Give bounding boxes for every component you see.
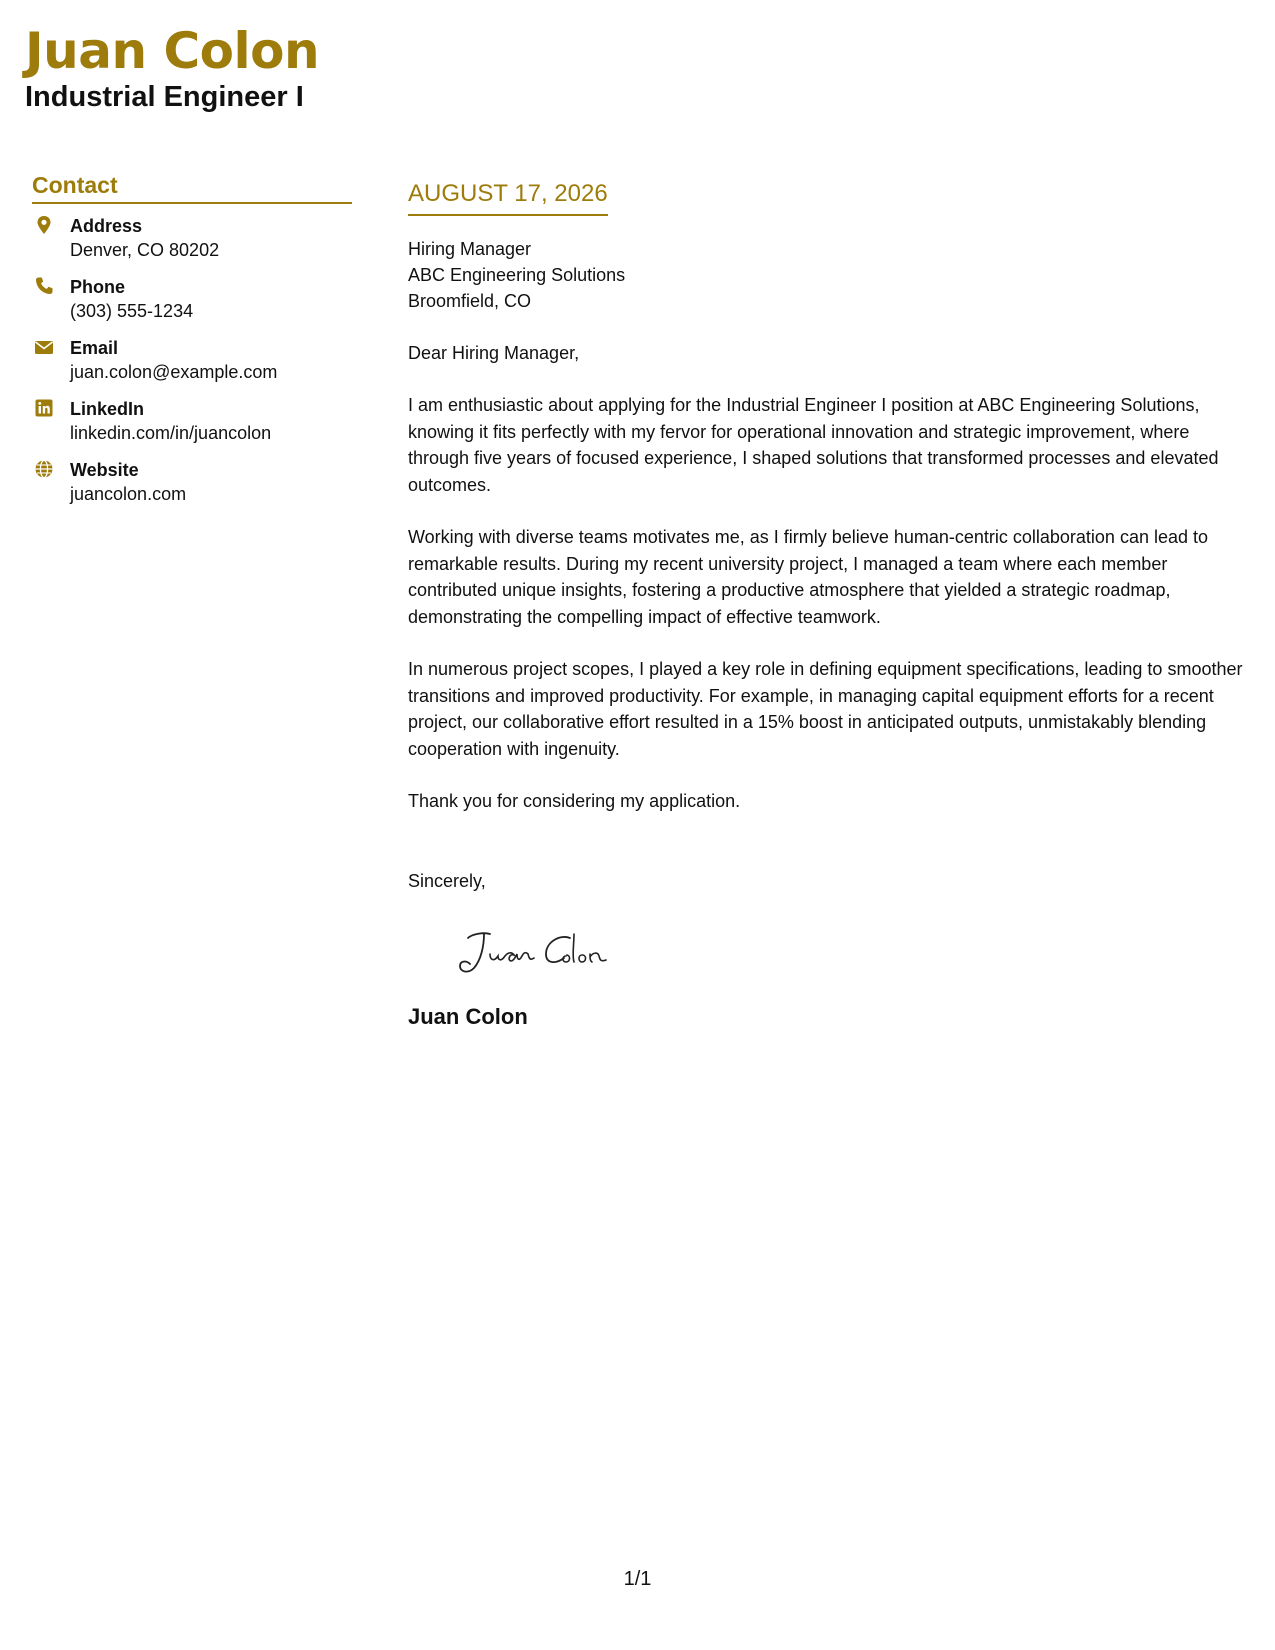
map-pin-icon <box>34 215 54 235</box>
letter-paragraph: Thank you for considering my application. <box>408 791 741 812</box>
linkedin-icon <box>34 398 54 418</box>
recipient-block <box>408 236 1248 314</box>
contact-label: Address <box>70 216 143 236</box>
contact-address <box>32 214 352 262</box>
applicant-name: Juan Colon <box>25 22 320 80</box>
contact-label: Website <box>70 460 139 480</box>
contact-value: (303) 555-1234 <box>70 301 194 321</box>
closing: Sincerely, <box>408 870 486 891</box>
contact-value: Denver, CO 80202 <box>70 240 220 260</box>
contact-value: juan.colon@example.com <box>70 362 278 382</box>
contact-email <box>32 336 352 384</box>
page-number: 1/1 <box>623 1568 652 1590</box>
letter-paragraph: In numerous project scopes, I played a key role in defining equipment specifications, leading to smoother transitions and improved productivity. For example, in managing capital equipment efforts for a recent project, our collaborative effort resulted in a 15% boost in anticipated outputs, unmistakably blending cooperation with ingenuity. <box>408 659 1243 759</box>
envelope-icon <box>34 337 54 357</box>
contact-linkedin <box>32 397 352 445</box>
contact-label: LinkedIn <box>70 399 145 419</box>
contact-sidebar <box>32 172 352 519</box>
handwritten-signature <box>448 920 638 980</box>
contact-phone <box>32 275 352 323</box>
contact-label: Email <box>70 338 119 358</box>
recipient-line: Hiring Manager <box>408 238 532 259</box>
letter-body <box>408 180 1248 1030</box>
contact-heading: Contact <box>32 172 352 204</box>
contact-label: Phone <box>70 277 126 297</box>
signer-name: Juan Colon <box>408 1003 528 1029</box>
contact-value: linkedin.com/in/juancolon <box>70 423 272 443</box>
recipient-line: ABC Engineering Solutions <box>408 264 626 285</box>
letter-date: AUGUST 17, 2026 <box>408 180 608 216</box>
contact-value: juancolon.com <box>70 484 187 504</box>
phone-icon <box>34 276 54 296</box>
recipient-line: Broomfield, CO <box>408 290 532 311</box>
letter-paragraph: I am enthusiastic about applying for the Industrial Engineer I position at ABC Engineering Solutions, knowing it fits perfectly with my fervor for operational innovation and strategic improvement, where through five years of focused experience, I shaped solutions that transformed processes and elevated outcomes. <box>408 395 1219 495</box>
letter-paragraph: Working with diverse teams motivates me, as I firmly believe human-centric collaboration can lead to remarkable results. During my recent university project, I managed a team where each member contributed unique insights, fostering a productive atmosphere that yielded a strategic roadmap, demonstrating the compelling impact of effective teamwork. <box>408 527 1209 627</box>
salutation: Dear Hiring Manager, <box>408 342 580 363</box>
job-title: Industrial Engineer I <box>25 81 304 113</box>
contact-website <box>32 458 352 506</box>
globe-icon <box>34 459 54 479</box>
